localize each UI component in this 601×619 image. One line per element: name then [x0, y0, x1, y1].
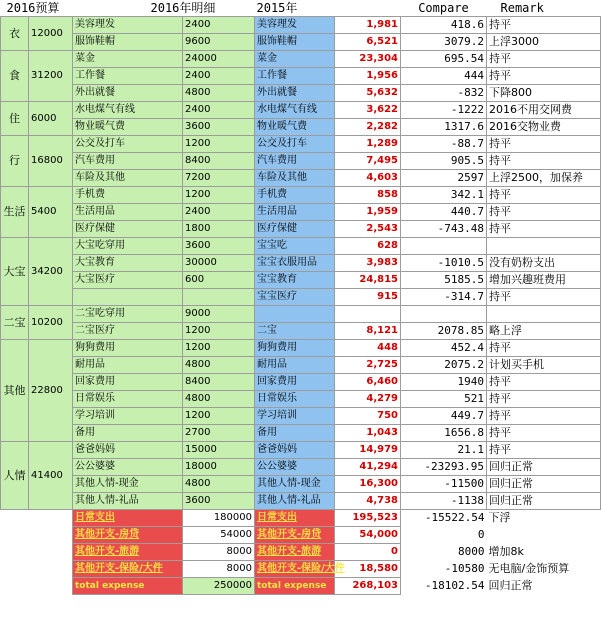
value-2016-cell[interactable]: 1200 — [183, 323, 255, 340]
remark-cell[interactable]: 持平 — [487, 153, 601, 170]
total-row — [1, 510, 601, 527]
item-2016-cell[interactable]: 大宝吃穿用 — [73, 238, 183, 255]
table-row — [1, 255, 601, 272]
value-2016-cell[interactable]: 8400 — [183, 374, 255, 391]
value-2015-cell[interactable]: 23,304 — [335, 51, 401, 68]
total-compare-cell[interactable]: -15522.54 — [424, 511, 485, 525]
remark-cell[interactable]: 没有奶粉支出 — [487, 255, 601, 272]
item-2015-cell[interactable]: 车险及其他 — [255, 170, 335, 187]
value-2015-cell[interactable]: 915 — [335, 289, 401, 306]
item-2015-cell[interactable]: 公公婆婆 — [255, 459, 335, 476]
item-2016-cell[interactable]: 其他人情-现金 — [73, 476, 183, 493]
compare-cell[interactable]: 695.54 — [401, 51, 487, 68]
value-2015-cell[interactable]: 2,282 — [335, 119, 401, 136]
item-2016-cell[interactable]: 生活用品 — [73, 204, 183, 221]
remark-cell[interactable] — [487, 306, 601, 323]
compare-cell[interactable]: -1010.5 — [401, 255, 487, 272]
item-2016-cell[interactable]: 手机费 — [73, 187, 183, 204]
item-2015-cell[interactable]: 汽车费用 — [255, 153, 335, 170]
budget-cell[interactable]: 12000 — [29, 17, 73, 51]
table-row — [1, 340, 601, 357]
compare-cell[interactable]: -832 — [401, 85, 487, 102]
item-2016-cell[interactable]: 二宝医疗 — [73, 323, 183, 340]
remark-cell[interactable]: 持平 — [487, 340, 601, 357]
value-2015-cell[interactable]: 2,725 — [335, 357, 401, 374]
remark-cell[interactable]: 持平 — [487, 391, 601, 408]
header-detail-2016: 2016年明细 — [150, 1, 216, 15]
value-2016-cell[interactable]: 600 — [183, 272, 255, 289]
item-2015-cell[interactable]: 宝宝医疗 — [255, 289, 335, 306]
table-row — [1, 425, 601, 442]
value-2015-cell[interactable]: 4,279 — [335, 391, 401, 408]
value-2015-cell[interactable]: 1,959 — [335, 204, 401, 221]
total-compare-cell[interactable]: 8000 — [458, 545, 485, 558]
compare-cell[interactable]: -23293.95 — [401, 459, 487, 476]
table-row — [1, 187, 601, 204]
remark-cell[interactable]: 持平 — [487, 187, 601, 204]
empty-cell[interactable] — [1, 578, 73, 595]
item-2015-cell[interactable]: 日常娱乐 — [255, 391, 335, 408]
value-2016-cell[interactable]: 3600 — [183, 238, 255, 255]
compare-cell[interactable]: -743.48 — [401, 221, 487, 238]
category-cell[interactable]: 大宝 — [1, 238, 29, 306]
empty-cell[interactable] — [1, 544, 73, 561]
remark-cell[interactable]: 上浮3000 — [487, 34, 601, 51]
item-2016-cell[interactable]: 爸爸妈妈 — [73, 442, 183, 459]
value-2016-cell[interactable]: 18000 — [183, 459, 255, 476]
remark-cell[interactable]: 计划买手机 — [487, 357, 601, 374]
value-2015-cell[interactable]: 1,956 — [335, 68, 401, 85]
table-row — [1, 357, 601, 374]
item-2016-cell[interactable] — [73, 289, 183, 306]
value-2016-cell[interactable]: 1200 — [183, 187, 255, 204]
remark-cell[interactable]: 略上浮 — [487, 323, 601, 340]
item-2015-cell[interactable]: 工作餐 — [255, 68, 335, 85]
total-row — [1, 544, 601, 561]
remark-cell[interactable]: 下降800 — [487, 85, 601, 102]
category-cell[interactable]: 二宝 — [1, 306, 29, 340]
value-2016-cell[interactable]: 9600 — [183, 34, 255, 51]
value-2015-cell[interactable]: 6,521 — [335, 34, 401, 51]
compare-cell[interactable]: -1138 — [401, 493, 487, 510]
remark-cell[interactable]: 持平 — [487, 204, 601, 221]
total-label-2016-cell[interactable]: 其他开支-保险/大件 — [73, 561, 183, 578]
compare-cell[interactable]: 342.1 — [401, 187, 487, 204]
remark-cell[interactable]: 持平 — [487, 221, 601, 238]
item-2016-cell[interactable]: 回家费用 — [73, 374, 183, 391]
value-2016-cell[interactable]: 1200 — [183, 136, 255, 153]
table-row — [1, 68, 601, 85]
total-label-2015-cell[interactable]: total expense — [255, 578, 335, 595]
item-2016-cell[interactable]: 备用 — [73, 425, 183, 442]
compare-cell[interactable]: 21.1 — [401, 442, 487, 459]
item-2016-cell[interactable]: 菜金 — [73, 51, 183, 68]
compare-cell[interactable]: 452.4 — [401, 340, 487, 357]
budget-cell[interactable]: 10200 — [29, 306, 73, 340]
budget-cell[interactable]: 31200 — [29, 51, 73, 102]
value-2016-cell[interactable]: 7200 — [183, 170, 255, 187]
item-2015-cell[interactable]: 宝宝教育 — [255, 272, 335, 289]
item-2015-cell[interactable]: 其他人情-礼品 — [255, 493, 335, 510]
table-row — [1, 102, 601, 119]
remark-cell[interactable]: 2016交物业费 — [487, 119, 601, 136]
item-2016-cell[interactable]: 狗狗费用 — [73, 340, 183, 357]
value-2015-cell[interactable]: 8,121 — [335, 323, 401, 340]
compare-cell[interactable]: -11500 — [401, 476, 487, 493]
total-compare-cell[interactable]: 0 — [477, 528, 485, 541]
total-label-2016-cell[interactable]: total expense — [73, 578, 183, 595]
table-row — [1, 204, 601, 221]
remark-cell[interactable]: 持平 — [487, 136, 601, 153]
total-remark-cell[interactable] — [487, 527, 601, 544]
total-label-2016-cell[interactable]: 其他开支-房贷 — [73, 527, 183, 544]
total-value-2015-cell[interactable]: 0 — [335, 544, 401, 561]
compare-cell[interactable]: 1940 — [401, 374, 487, 391]
compare-cell[interactable]: 449.7 — [401, 408, 487, 425]
empty-cell[interactable] — [1, 561, 73, 578]
value-2016-cell[interactable]: 4800 — [183, 357, 255, 374]
value-2015-cell[interactable]: 24,815 — [335, 272, 401, 289]
value-2016-cell[interactable]: 2400 — [183, 102, 255, 119]
table-row — [1, 136, 601, 153]
header-remark: Remark — [500, 1, 544, 15]
compare-cell[interactable]: 5185.5 — [401, 272, 487, 289]
value-2016-cell[interactable]: 2400 — [183, 204, 255, 221]
compare-cell[interactable]: -1222 — [401, 102, 487, 119]
item-2015-cell[interactable]: 爸爸妈妈 — [255, 442, 335, 459]
total-value-2015-cell[interactable]: 195,523 — [335, 510, 401, 527]
total-label-2015-cell[interactable]: 其他开支-旅游 — [255, 544, 335, 561]
table-row — [1, 119, 601, 136]
value-2015-cell[interactable]: 448 — [335, 340, 401, 357]
remark-cell[interactable]: 回归正常 — [487, 493, 601, 510]
compare-cell[interactable]: -314.7 — [401, 289, 487, 306]
compare-cell[interactable]: 2597 — [401, 170, 487, 187]
category-cell[interactable]: 食 — [1, 51, 29, 102]
item-2015-cell[interactable]: 服饰鞋帽 — [255, 34, 335, 51]
item-2015-cell[interactable]: 菜金 — [255, 51, 335, 68]
item-2015-cell[interactable]: 回家费用 — [255, 374, 335, 391]
budget-cell[interactable]: 34200 — [29, 238, 73, 306]
value-2015-cell[interactable]: 4,738 — [335, 493, 401, 510]
table-row — [1, 374, 601, 391]
compare-cell[interactable]: -88.7 — [401, 136, 487, 153]
value-2016-cell[interactable]: 3600 — [183, 493, 255, 510]
remark-cell[interactable]: 回归正常 — [487, 459, 601, 476]
value-2016-cell[interactable]: 30000 — [183, 255, 255, 272]
item-2016-cell[interactable]: 汽车费用 — [73, 153, 183, 170]
table-row — [1, 408, 601, 425]
remark-cell[interactable]: 持平 — [487, 408, 601, 425]
table-row — [1, 306, 601, 323]
item-2015-cell[interactable]: 美容理发 — [255, 17, 335, 34]
category-cell[interactable]: 生活 — [1, 187, 29, 238]
remark-cell[interactable]: 2016不用交网费 — [487, 102, 601, 119]
table-row — [1, 493, 601, 510]
value-2016-cell[interactable]: 4800 — [183, 85, 255, 102]
item-2016-cell[interactable]: 大宝教育 — [73, 255, 183, 272]
category-cell[interactable]: 人情 — [1, 442, 29, 510]
table-row — [1, 17, 601, 34]
total-value-2016-cell[interactable]: 180000 — [183, 510, 255, 527]
item-2015-cell[interactable]: 耐用品 — [255, 357, 335, 374]
item-2015-cell[interactable] — [255, 306, 335, 323]
item-2016-cell[interactable]: 车险及其他 — [73, 170, 183, 187]
value-2016-cell[interactable]: 4800 — [183, 476, 255, 493]
item-2016-cell[interactable]: 物业暖气费 — [73, 119, 183, 136]
empty-cell[interactable] — [1, 527, 73, 544]
value-2015-cell[interactable]: 7,495 — [335, 153, 401, 170]
compare-cell[interactable] — [401, 306, 487, 323]
compare-cell[interactable]: 521 — [401, 391, 487, 408]
item-2016-cell[interactable]: 大宝医疗 — [73, 272, 183, 289]
value-2016-cell[interactable]: 1200 — [183, 340, 255, 357]
value-2016-cell[interactable]: 1800 — [183, 221, 255, 238]
total-row — [1, 527, 601, 544]
value-2015-cell[interactable]: 14,979 — [335, 442, 401, 459]
empty-cell[interactable] — [1, 510, 73, 527]
value-2016-cell[interactable]: 2400 — [183, 68, 255, 85]
budget-cell[interactable]: 41400 — [29, 442, 73, 510]
item-2015-cell[interactable]: 二宝 — [255, 323, 335, 340]
item-2015-cell[interactable]: 宝宝吃 — [255, 238, 335, 255]
total-value-2015-cell[interactable]: 54,000 — [335, 527, 401, 544]
header-compare: Compare — [418, 1, 469, 15]
value-2016-cell[interactable]: 15000 — [183, 442, 255, 459]
budget-cell[interactable]: 16800 — [29, 136, 73, 187]
total-remark-cell[interactable]: 增加8k — [488, 545, 524, 558]
table-row — [1, 459, 601, 476]
value-2016-cell[interactable]: 24000 — [183, 51, 255, 68]
item-2015-cell[interactable]: 狗狗费用 — [255, 340, 335, 357]
total-row — [1, 561, 601, 578]
table-row — [1, 51, 601, 68]
value-2016-cell[interactable]: 9000 — [183, 306, 255, 323]
compare-cell[interactable]: 3079.2 — [401, 34, 487, 51]
table-row — [1, 442, 601, 459]
compare-cell[interactable]: 444 — [401, 68, 487, 85]
table-row — [1, 323, 601, 340]
remark-cell[interactable]: 持平 — [487, 442, 601, 459]
item-2016-cell[interactable]: 日常娱乐 — [73, 391, 183, 408]
total-compare-cell[interactable]: -10580 — [444, 562, 485, 575]
remark-cell[interactable]: 上浮2500，加保养 — [487, 170, 601, 187]
table-row — [1, 289, 601, 306]
remark-cell[interactable]: 持平 — [487, 374, 601, 391]
remark-cell[interactable] — [487, 238, 601, 255]
total-row — [1, 578, 601, 595]
item-2016-cell[interactable]: 医疗保健 — [73, 221, 183, 238]
value-2016-cell[interactable]: 8400 — [183, 153, 255, 170]
value-2015-cell[interactable]: 2,543 — [335, 221, 401, 238]
remark-cell[interactable]: 增加兴趣班费用 — [487, 272, 601, 289]
compare-cell[interactable]: 2078.85 — [401, 323, 487, 340]
total-remark-cell[interactable]: 下浮 — [488, 511, 511, 525]
value-2015-cell[interactable]: 858 — [335, 187, 401, 204]
item-2015-cell[interactable]: 手机费 — [255, 187, 335, 204]
item-2015-cell[interactable]: 宝宝衣服用品 — [255, 255, 335, 272]
value-2015-cell[interactable]: 3,983 — [335, 255, 401, 272]
item-2015-cell[interactable]: 医疗保健 — [255, 221, 335, 238]
budget-cell[interactable]: 6000 — [29, 102, 73, 136]
value-2015-cell[interactable]: 16,300 — [335, 476, 401, 493]
value-2016-cell[interactable]: 2400 — [183, 17, 255, 34]
value-2015-cell[interactable] — [335, 306, 401, 323]
item-2015-cell[interactable]: 其他人情-现金 — [255, 476, 335, 493]
total-value-2016-cell[interactable]: 8000 — [183, 544, 255, 561]
table-row — [1, 391, 601, 408]
total-remark-cell[interactable]: 无电脑/金饰预算 — [488, 562, 570, 575]
compare-cell[interactable] — [401, 238, 487, 255]
item-2016-cell[interactable]: 公交及打车 — [73, 136, 183, 153]
total-value-2016-cell[interactable]: 250000 — [183, 578, 255, 595]
item-2015-cell[interactable]: 外出就餐 — [255, 85, 335, 102]
total-label-2016-cell[interactable]: 其他开支-旅游 — [73, 544, 183, 561]
total-compare-cell[interactable]: -18102.54 — [424, 579, 485, 592]
header-row — [1, 0, 601, 17]
budget-cell[interactable]: 5400 — [29, 187, 73, 238]
category-cell[interactable]: 行 — [1, 136, 29, 187]
value-2016-cell[interactable] — [183, 289, 255, 306]
value-2015-cell[interactable]: 6,460 — [335, 374, 401, 391]
table-row — [1, 476, 601, 493]
total-label-2015-cell[interactable]: 日常支出 — [255, 510, 335, 527]
table-row — [1, 221, 601, 238]
budget-cell[interactable]: 22800 — [29, 340, 73, 442]
value-2015-cell[interactable]: 3,622 — [335, 102, 401, 119]
item-2016-cell[interactable]: 水电煤气有线 — [73, 102, 183, 119]
total-label-2015-cell[interactable]: 其他开支-房贷 — [255, 527, 335, 544]
compare-cell[interactable]: 1656.8 — [401, 425, 487, 442]
item-2016-cell[interactable]: 耐用品 — [73, 357, 183, 374]
value-2015-cell[interactable]: 4,603 — [335, 170, 401, 187]
remark-cell[interactable]: 持平 — [487, 51, 601, 68]
item-2016-cell[interactable]: 公公婆婆 — [73, 459, 183, 476]
item-2015-cell[interactable]: 备用 — [255, 425, 335, 442]
item-2015-cell[interactable]: 生活用品 — [255, 204, 335, 221]
table-row — [1, 170, 601, 187]
table-row — [1, 34, 601, 51]
value-2015-cell[interactable]: 41,294 — [335, 459, 401, 476]
table-row — [1, 85, 601, 102]
item-2016-cell[interactable]: 其他人情-礼品 — [73, 493, 183, 510]
total-value-2015-cell[interactable]: 18,580 — [335, 561, 401, 578]
category-cell[interactable]: 其他 — [1, 340, 29, 442]
remark-cell[interactable]: 回归正常 — [487, 476, 601, 493]
value-2016-cell[interactable]: 3600 — [183, 119, 255, 136]
total-remark-cell[interactable]: 回归正常 — [488, 579, 533, 592]
compare-cell[interactable]: 905.5 — [401, 153, 487, 170]
compare-cell[interactable]: 1317.6 — [401, 119, 487, 136]
remark-cell[interactable]: 持平 — [487, 289, 601, 306]
table-body — [1, 0, 601, 595]
item-2015-cell[interactable]: 水电煤气有线 — [255, 102, 335, 119]
table-row — [1, 153, 601, 170]
remark-cell[interactable]: 持平 — [487, 17, 601, 34]
value-2015-cell[interactable]: 5,632 — [335, 85, 401, 102]
value-2015-cell[interactable]: 750 — [335, 408, 401, 425]
item-2015-cell[interactable]: 公交及打车 — [255, 136, 335, 153]
value-2015-cell[interactable]: 1,289 — [335, 136, 401, 153]
total-value-2016-cell[interactable]: 54000 — [183, 527, 255, 544]
value-2016-cell[interactable]: 2700 — [183, 425, 255, 442]
value-2015-cell[interactable]: 1,043 — [335, 425, 401, 442]
compare-cell[interactable]: 418.6 — [401, 17, 487, 34]
item-2016-cell[interactable]: 学习培训 — [73, 408, 183, 425]
item-2016-cell[interactable]: 服饰鞋帽 — [73, 34, 183, 51]
item-2016-cell[interactable]: 工作餐 — [73, 68, 183, 85]
item-2015-cell[interactable]: 物业暖气费 — [255, 119, 335, 136]
remark-cell[interactable]: 持平 — [487, 68, 601, 85]
item-2016-cell[interactable]: 二宝吃穿用 — [73, 306, 183, 323]
total-value-2016-cell[interactable]: 8000 — [183, 561, 255, 578]
total-label-2015-cell[interactable]: 其他开支-保险/大件 — [255, 561, 335, 578]
value-2015-cell[interactable]: 628 — [335, 238, 401, 255]
table-row — [1, 272, 601, 289]
item-2016-cell[interactable]: 美容理发 — [73, 17, 183, 34]
compare-cell[interactable]: 440.7 — [401, 204, 487, 221]
item-2016-cell[interactable]: 外出就餐 — [73, 85, 183, 102]
remark-cell[interactable]: 持平 — [487, 425, 601, 442]
compare-cell[interactable]: 2075.2 — [401, 357, 487, 374]
header-2015: 2015年 — [256, 1, 298, 15]
total-label-2016-cell[interactable]: 日常支出 — [73, 510, 183, 527]
header-budget-2016: 2016预算 — [6, 1, 60, 15]
item-2015-cell[interactable]: 学习培训 — [255, 408, 335, 425]
table-row — [1, 238, 601, 255]
category-cell[interactable]: 住 — [1, 102, 29, 136]
value-2016-cell[interactable]: 1200 — [183, 408, 255, 425]
value-2016-cell[interactable]: 4800 — [183, 391, 255, 408]
value-2015-cell[interactable]: 1,981 — [335, 17, 401, 34]
total-value-2015-cell[interactable]: 268,103 — [335, 578, 401, 595]
category-cell[interactable]: 衣 — [1, 17, 29, 51]
